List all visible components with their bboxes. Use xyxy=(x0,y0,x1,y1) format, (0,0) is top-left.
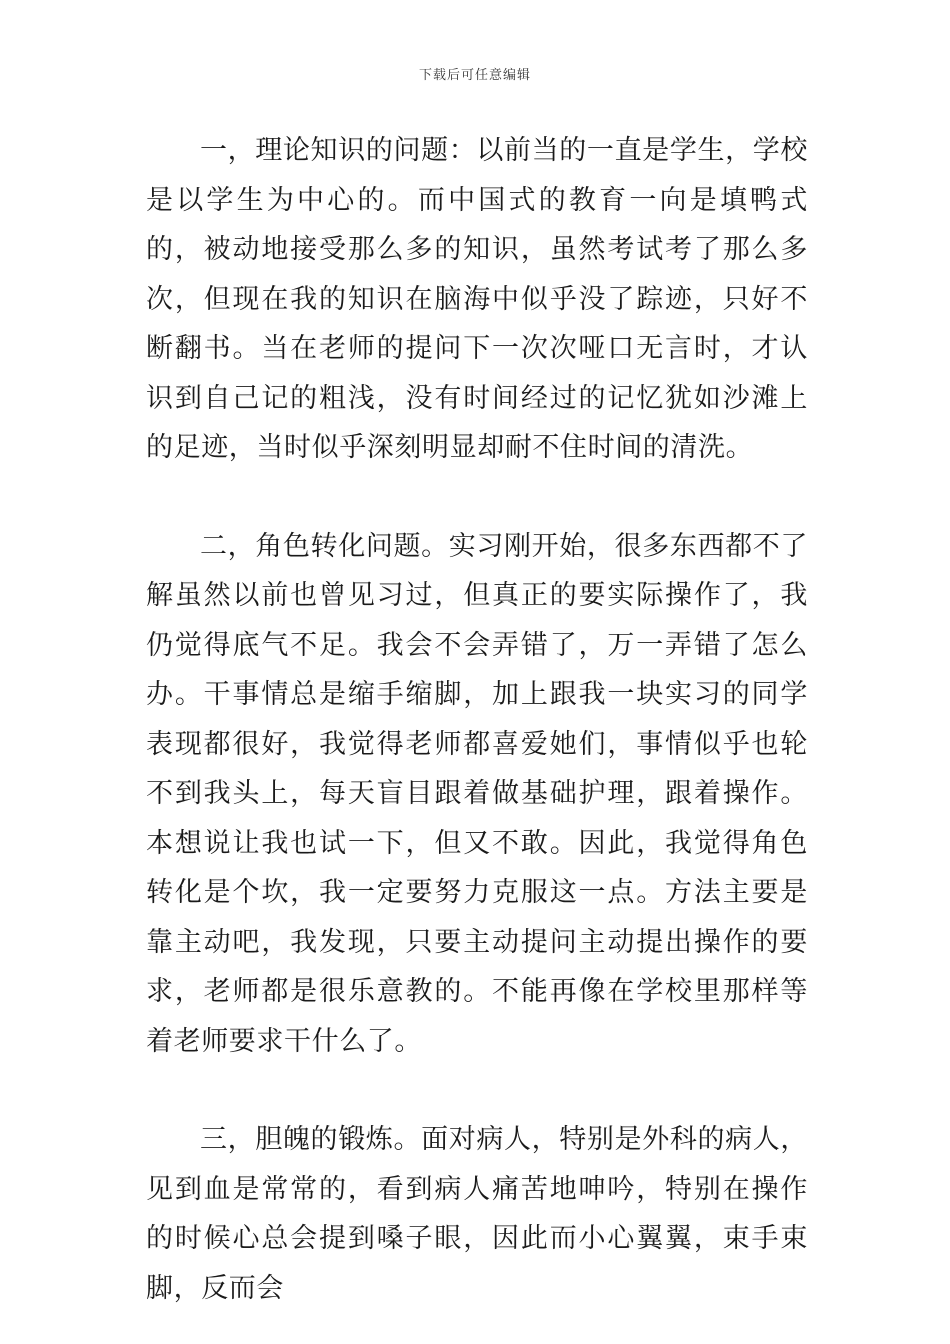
document-body xyxy=(146,126,808,1313)
paragraph-2: 二，角色转化问题。实习刚开始，很多东西都不了解虽然以前也曾见习过，但真正的要实际操作了，我仍觉得底气不足。我会不会弄错了，万一弄错了怎么办。干事情总是缩手缩脚，加上跟我一块实习的同学表现都很好，我觉得老师都喜爱她们，事情似乎也轮不到我头上，每天盲目跟着做基础护理，跟着操作。本想说让我也试一下，但又不敢。因此，我觉得角色转化是个坎，我一定要努力克服这一点。方法主要是靠主动吧，我发现，只要主动提问主动提出操作的要求，老师都是很乐意教的。不能再像在学校里那样等着老师要求干什么了。 xyxy=(146,530,808,1057)
header-note: 下载后可任意编辑 xyxy=(418,68,531,83)
paragraph-1: 一，理论知识的问题：以前当的一直是学生，学校是以学生为中心的。而中国式的教育一向是填鸭式的，被动地接受那么多的知识，虽然考试考了那么多次，但现在我的知识在脑海中似乎没了踪迹，只好不断翻书。当在老师的提问下一次次哑口无言时，才认识到自己记的粗浅，没有时间经过的记忆犹如沙滩上的足迹，当时似乎深刻明显却耐不住时间的清洗。 xyxy=(146,135,808,463)
paragraph-3: 三，胆魄的锻炼。面对病人，特别是外科的病人，见到血是常常的，看到病人痛苦地呻吟，特别在操作的时候心总会提到嗓子眼，因此而小心翼翼，束手束脚，反而会 xyxy=(146,1124,808,1304)
